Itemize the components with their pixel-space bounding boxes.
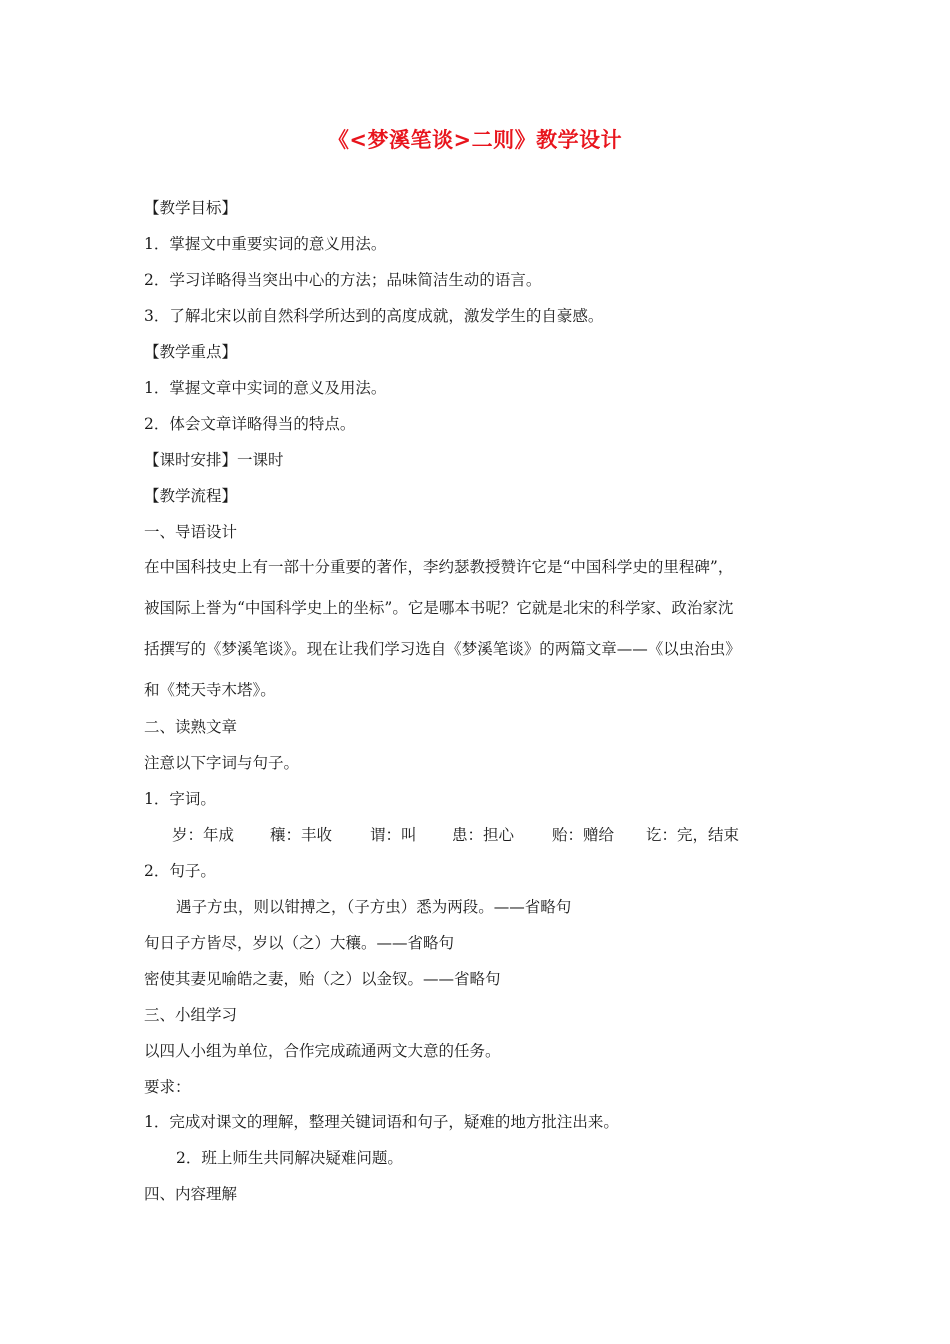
key-point-item-1: 1．掌握文章中实词的意义及用法。 [144, 379, 387, 397]
intro-paragraph-line-4: 和《梵天寺木塔》。 [144, 681, 276, 699]
section-heading-objectives: 【教学目标】 [144, 199, 238, 217]
sentence-example-3: 密使其妻见喻皓之妻，贻（之）以金钗。——省略句 [144, 970, 501, 988]
sentence-example-1: 遇子方虫，则以钳搏之，（子方虫）悉为两段。——省略句 [176, 898, 572, 916]
vocab-heading: 1．字词。 [144, 790, 216, 808]
section-heading-schedule: 【课时安排】一课时 [144, 451, 284, 469]
section-heading-key-points: 【教学重点】 [144, 343, 238, 361]
subsection-reading-heading: 二、读熟文章 [144, 718, 238, 736]
subsection-intro-heading: 一、导语设计 [144, 523, 238, 541]
vocab-item: 患：担心 [452, 826, 515, 844]
reading-instruction: 注意以下字词与句子。 [144, 754, 300, 772]
subsection-group-heading: 三、小组学习 [144, 1006, 238, 1024]
requirement-item-2: 2．班上师生共同解决疑难问题。 [176, 1149, 403, 1167]
vocab-item: 讫：完，结束 [646, 826, 740, 844]
sentence-example-2: 旬日子方皆尽，岁以（之）大穰。——省略句 [144, 934, 455, 952]
intro-paragraph-line-1: 在中国科技史上有一部十分重要的著作，李约瑟教授赞许它是“中国科学史的里程碑”， [144, 558, 734, 576]
vocab-list [172, 825, 739, 845]
document-title: 《<梦溪笔谈>二则》教学设计 [327, 128, 623, 152]
vocab-item: 岁：年成 [172, 826, 235, 844]
sentences-heading: 2．句子。 [144, 862, 216, 880]
group-task: 以四人小组为单位，合作完成疏通两文大意的任务。 [144, 1042, 501, 1060]
subsection-content-heading: 四、内容理解 [144, 1185, 238, 1203]
intro-paragraph-line-3: 括撰写的《梦溪笔谈》。现在让我们学习选自《梦溪笔谈》的两篇文章——《以虫治虫》 [144, 640, 741, 658]
requirement-item-1: 1．完成对课文的理解，整理关键词语和句子，疑难的地方批注出来。 [144, 1113, 619, 1131]
objective-item-1: 1．掌握文中重要实词的意义用法。 [144, 235, 387, 253]
objective-item-2: 2．学习详略得当突出中心的方法；品味简洁生动的语言。 [144, 271, 542, 289]
section-heading-process: 【教学流程】 [144, 487, 238, 505]
objective-item-3: 3．了解北宋以前自然科学所达到的高度成就，激发学生的自豪感。 [144, 307, 604, 325]
vocab-item: 穰：丰收 [270, 826, 333, 844]
vocab-item: 谓：叫 [370, 826, 417, 844]
vocab-item: 贻：赠给 [552, 826, 615, 844]
intro-paragraph-line-2: 被国际上誉为“中国科学史上的坐标”。它是哪本书呢？它就是北宋的科学家、政治家沈 [144, 599, 734, 617]
key-point-item-2: 2．体会文章详略得当的特点。 [144, 415, 356, 433]
requirements-label: 要求： [144, 1078, 191, 1096]
